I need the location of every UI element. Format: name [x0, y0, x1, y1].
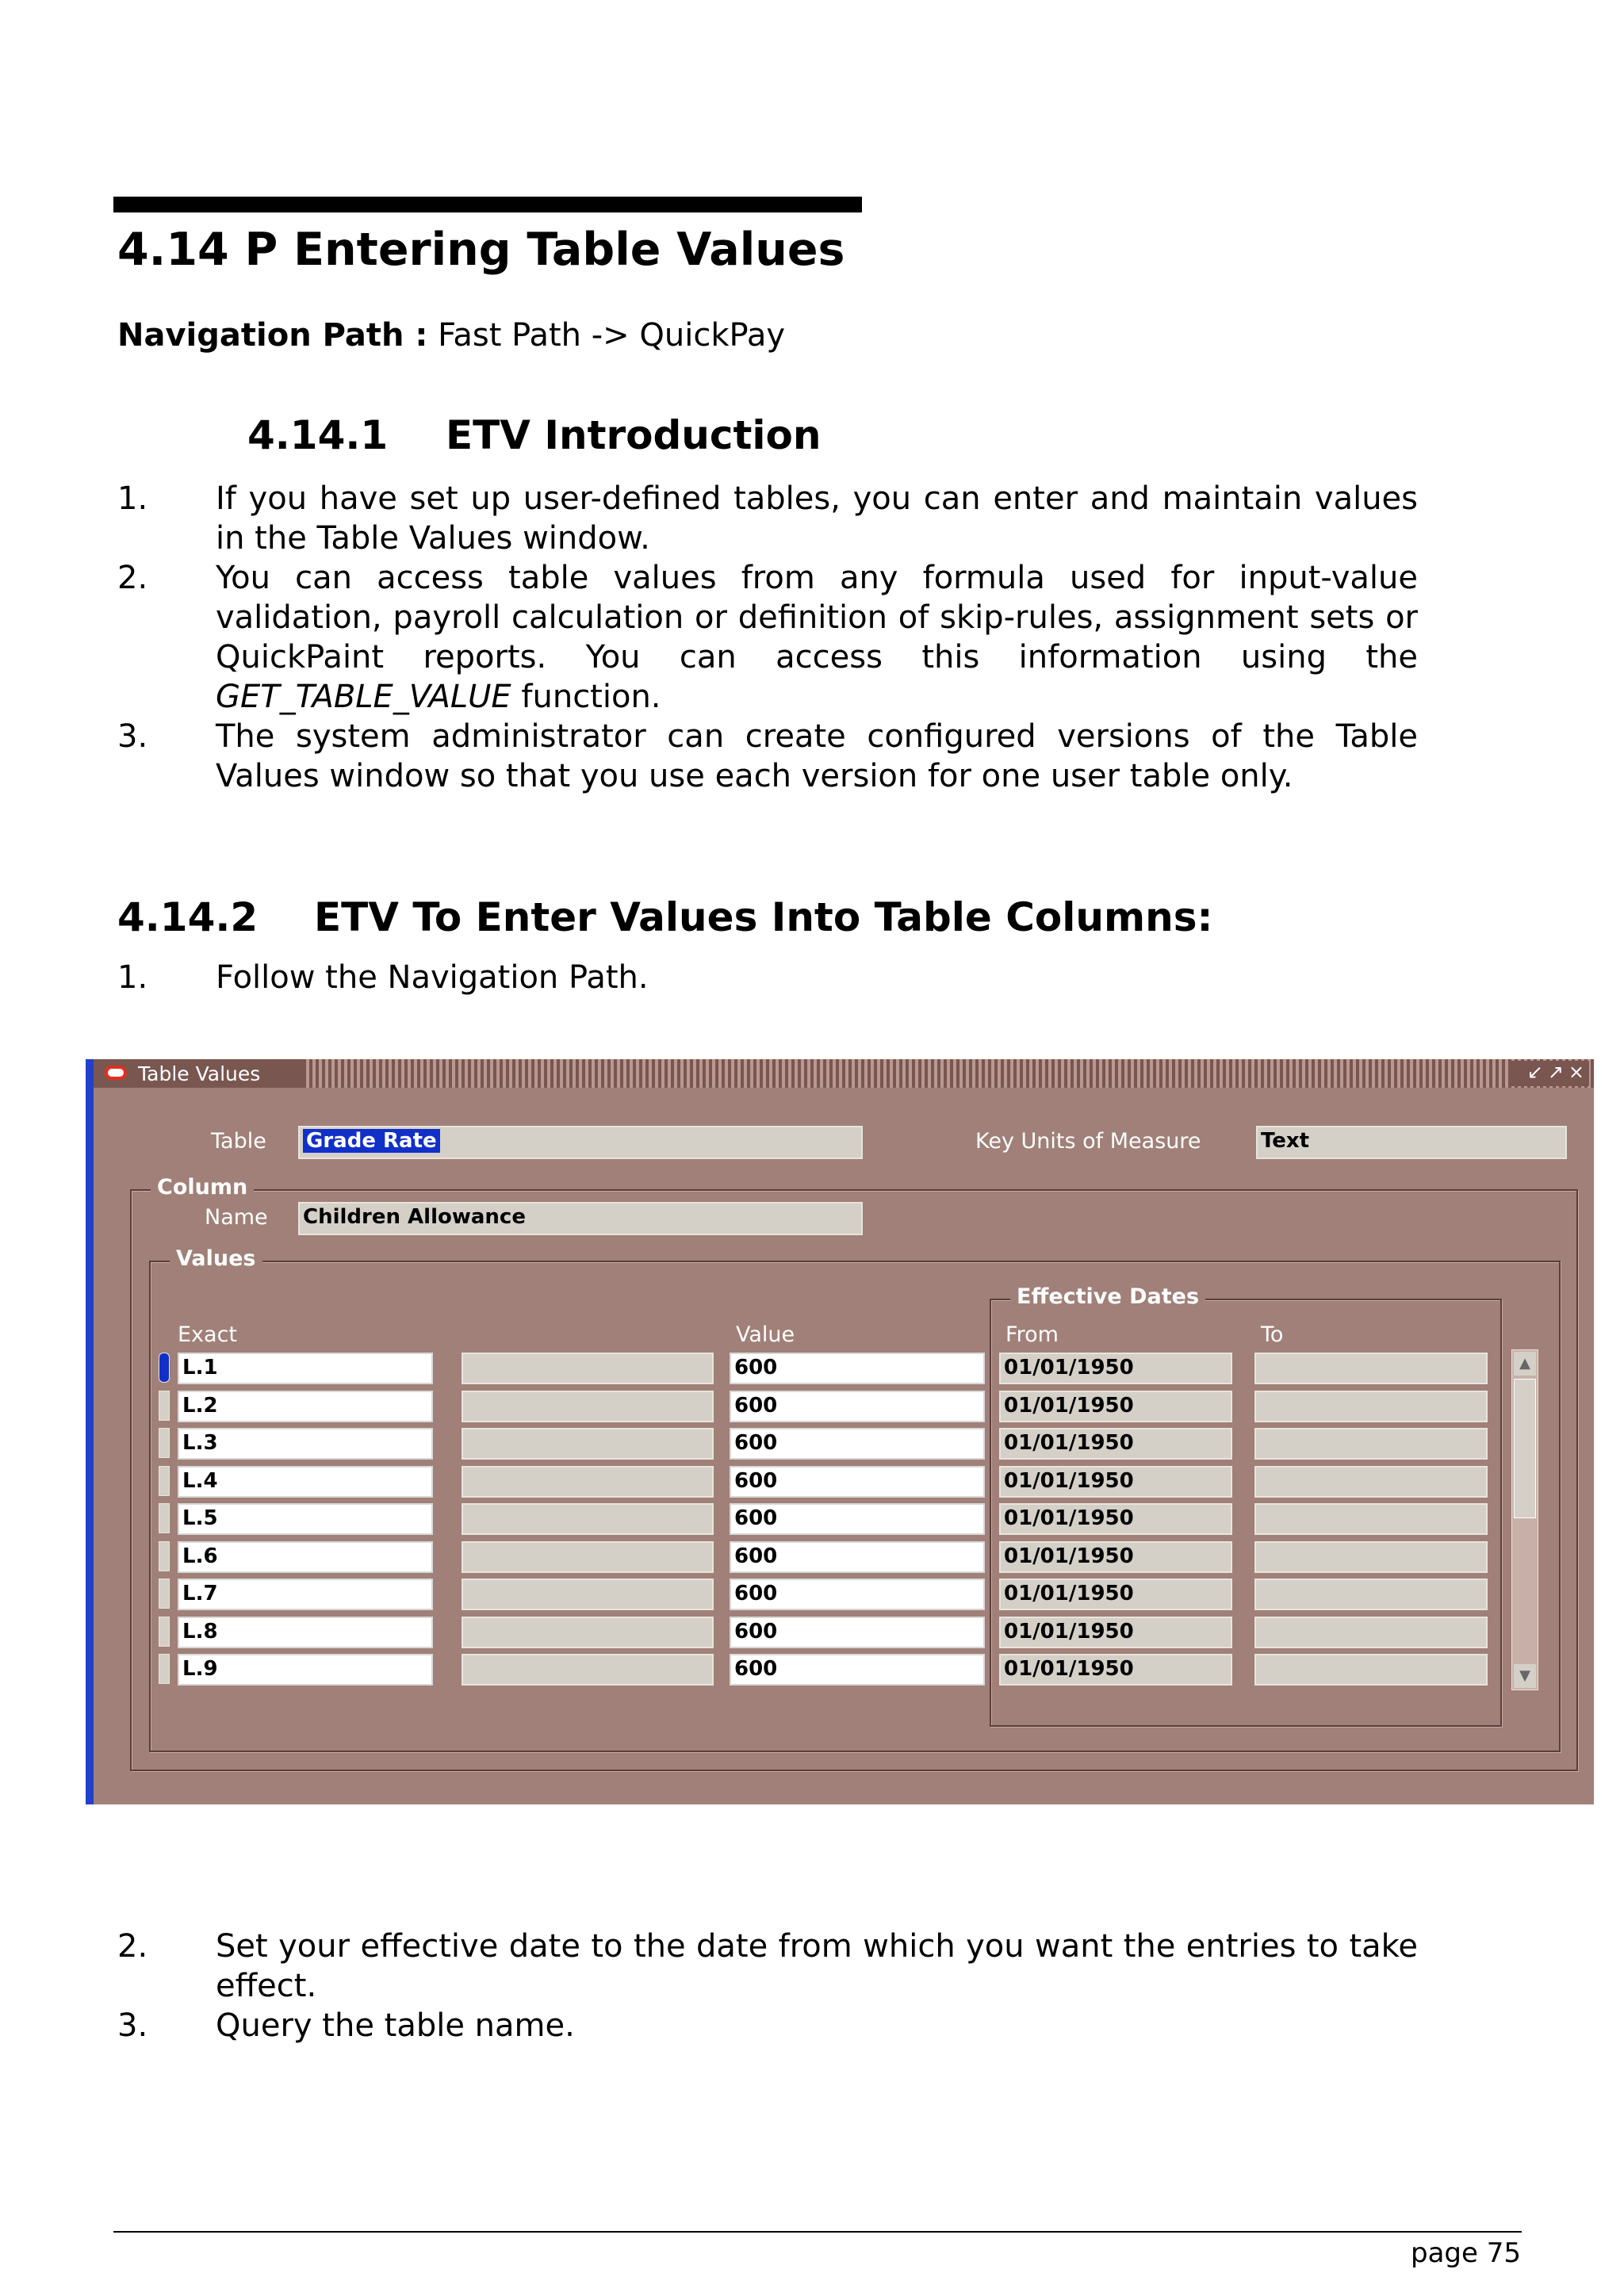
- from-date-field[interactable]: 01/01/1950: [999, 1428, 1232, 1460]
- blank-field[interactable]: [462, 1541, 714, 1573]
- to-date-field[interactable]: [1254, 1428, 1488, 1460]
- column-header-exact: Exact: [178, 1322, 238, 1347]
- exact-field[interactable]: L.8: [178, 1617, 433, 1648]
- column-frame-label: Column: [151, 1175, 254, 1200]
- exact-field[interactable]: L.2: [178, 1391, 433, 1422]
- to-date-field[interactable]: [1254, 1578, 1488, 1610]
- intro-item-3: 3. The system administrator can create configured versions of the Table Values window so that you use each version for one user table only.: [117, 718, 1418, 794]
- row-indicator[interactable]: [159, 1617, 170, 1647]
- value-field[interactable]: 600: [730, 1578, 985, 1610]
- blank-field[interactable]: [462, 1503, 714, 1535]
- scroll-thumb[interactable]: [1514, 1379, 1536, 1518]
- from-date-field[interactable]: 01/01/1950: [999, 1541, 1232, 1573]
- effective-dates-frame-label: Effective Dates: [1010, 1284, 1205, 1309]
- to-date-field[interactable]: [1254, 1353, 1488, 1384]
- value-field[interactable]: 600: [730, 1541, 985, 1573]
- value-field[interactable]: 600: [730, 1391, 985, 1422]
- row-indicator[interactable]: [159, 1578, 170, 1609]
- from-date-field[interactable]: 01/01/1950: [999, 1654, 1232, 1686]
- subsection-enter-heading: [117, 894, 1212, 940]
- from-date-field[interactable]: 01/01/1950: [999, 1353, 1232, 1384]
- subsection-intro-title: ETV Introduction: [446, 412, 822, 458]
- subsection-enter-number: 4.14.2: [117, 894, 259, 940]
- intro-item-1: 1. If you have set up user-defined tables, you can enter and maintain values in the Table Values window.: [117, 480, 1418, 557]
- exact-field[interactable]: L.9: [178, 1654, 433, 1686]
- exact-field[interactable]: L.1: [178, 1353, 433, 1384]
- subsection-intro-number: 4.14.1: [247, 412, 389, 458]
- row-indicator[interactable]: [159, 1466, 170, 1496]
- section-title: 4.14 P Entering Table Values: [117, 224, 845, 276]
- blank-field[interactable]: [462, 1428, 714, 1460]
- window-titlebar[interactable]: [94, 1059, 1594, 1088]
- name-field[interactable]: Children Allowance: [298, 1202, 863, 1235]
- intro-list: [117, 479, 1418, 796]
- name-label: Name: [205, 1205, 268, 1230]
- value-field[interactable]: 600: [730, 1654, 985, 1686]
- to-date-field[interactable]: [1254, 1503, 1488, 1535]
- minimize-icon[interactable]: ↙: [1526, 1061, 1548, 1083]
- intro-item-2: 2. You can access table values from any formula used for input-value validation, payroll calculation or definition of skip-rules, assignment sets or QuickPaint reports. You can access this information using the GET_TABLE_VALUE function.: [117, 560, 1418, 715]
- value-field[interactable]: 600: [730, 1428, 985, 1460]
- window-controls[interactable]: [1510, 1061, 1589, 1086]
- blank-field[interactable]: [462, 1617, 714, 1648]
- subsection-intro-heading: [247, 412, 822, 458]
- blank-field[interactable]: [462, 1391, 714, 1422]
- to-date-field[interactable]: [1254, 1617, 1488, 1648]
- blank-field[interactable]: [462, 1654, 714, 1686]
- enter-item-1: 1. Follow the Navigation Path.: [117, 959, 649, 996]
- section-rule: [113, 197, 862, 212]
- value-field[interactable]: 600: [730, 1466, 985, 1498]
- enter-item-2: 2. Set your effective date to the date from which you want the entries to take effect.: [117, 1928, 1418, 2004]
- row-indicator[interactable]: [159, 1391, 170, 1421]
- values-frame-label: Values: [170, 1246, 262, 1271]
- window-left-edge: [86, 1059, 94, 1804]
- value-field[interactable]: 600: [730, 1617, 985, 1648]
- blank-field[interactable]: [462, 1466, 714, 1498]
- subsection-enter-title: ETV To Enter Values Into Table Columns:: [314, 894, 1213, 940]
- row-indicator[interactable]: [159, 1541, 170, 1571]
- from-date-field[interactable]: 01/01/1950: [999, 1391, 1232, 1422]
- values-scrollbar[interactable]: [1511, 1349, 1538, 1690]
- to-date-field[interactable]: [1254, 1466, 1488, 1498]
- navigation-path: [117, 317, 785, 354]
- enter-list-after: [117, 1927, 1418, 2045]
- exact-field[interactable]: L.4: [178, 1466, 433, 1498]
- enter-list-before: [117, 958, 1418, 997]
- oracle-icon: [105, 1066, 127, 1080]
- table-values-window: [86, 1059, 1594, 1804]
- footer-rule: [113, 2231, 1522, 2233]
- key-units-field[interactable]: Text: [1256, 1126, 1567, 1159]
- table-label: Table: [211, 1129, 266, 1154]
- blank-field[interactable]: [462, 1353, 714, 1384]
- page-number: page 75: [1411, 2237, 1521, 2269]
- from-date-field[interactable]: 01/01/1950: [999, 1617, 1232, 1648]
- scroll-down-icon[interactable]: ▼: [1514, 1664, 1536, 1688]
- column-header-value: Value: [736, 1322, 795, 1347]
- maximize-icon[interactable]: ↗: [1547, 1061, 1568, 1083]
- exact-field[interactable]: L.6: [178, 1541, 433, 1573]
- column-header-to: To: [1261, 1322, 1284, 1347]
- blank-field[interactable]: [462, 1578, 714, 1610]
- navigation-path-label: Navigation Path :: [117, 317, 428, 354]
- value-field[interactable]: 600: [730, 1503, 985, 1535]
- row-indicator[interactable]: [159, 1503, 170, 1533]
- enter-item-3: 3. Query the table name.: [117, 2007, 575, 2044]
- from-date-field[interactable]: 01/01/1950: [999, 1578, 1232, 1610]
- to-date-field[interactable]: [1254, 1541, 1488, 1573]
- window-title: Table Values: [138, 1062, 261, 1085]
- exact-field[interactable]: L.5: [178, 1503, 433, 1535]
- exact-field[interactable]: L.3: [178, 1428, 433, 1460]
- to-date-field[interactable]: [1254, 1391, 1488, 1422]
- row-indicator[interactable]: [159, 1428, 170, 1458]
- navigation-path-value: Fast Path -> QuickPay: [427, 317, 786, 354]
- value-field[interactable]: 600: [730, 1353, 985, 1384]
- close-icon[interactable]: ×: [1568, 1061, 1589, 1083]
- key-units-label: Key Units of Measure: [975, 1129, 1201, 1154]
- column-header-from: From: [1005, 1322, 1059, 1347]
- table-field[interactable]: Grade Rate: [298, 1126, 863, 1159]
- from-date-field[interactable]: 01/01/1950: [999, 1503, 1232, 1535]
- row-indicator[interactable]: [159, 1654, 170, 1684]
- row-indicator[interactable]: [159, 1353, 170, 1383]
- to-date-field[interactable]: [1254, 1654, 1488, 1686]
- from-date-field[interactable]: 01/01/1950: [999, 1466, 1232, 1498]
- exact-field[interactable]: L.7: [178, 1578, 433, 1610]
- scroll-up-icon[interactable]: ▲: [1514, 1352, 1536, 1376]
